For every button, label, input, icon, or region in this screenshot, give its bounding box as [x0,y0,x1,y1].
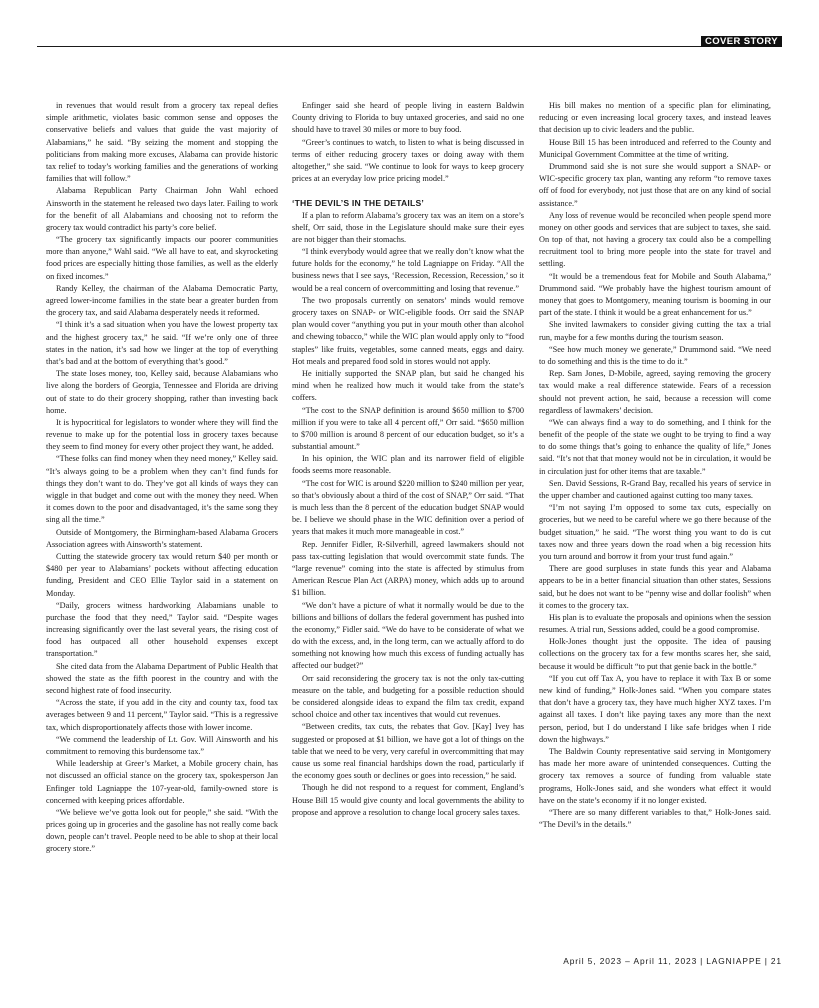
column-3 [539,100,771,935]
paragraph: Rep. Jennifer Fidler, R-Silverhill, agreed lawmakers should not pass tax-cutting legislation that would overcommit state funds. The “large revenue” coming into the state is affected by stimulus from American Rescue Plan Act (ARPA) money, which adds up to around $1 billion. [292,539,524,598]
footer-separator: | [764,956,768,966]
paragraph: Though he did not respond to a request for comment, England’s House Bill 15 would give county and local governments the ability to propose and approve a resolution to change local grocery sales taxes. [292,783,524,817]
paragraph: House Bill 15 has been introduced and referred to the County and Municipal Government Committee at the time of writing. [539,137,771,159]
paragraph: “Between credits, tax cuts, the rebates that Gov. [Kay] Ivey has suggested or proposed at $1 billion, we have got a lot of things on the table that we need to be very, very careful in overcommitting that may cause us some real financial hardships down the road, particularly if the economy goes south or declines or goes into recession,” he said. [292,722,524,781]
column-2 [292,100,524,935]
paragraph: The two proposals currently on senators’ minds would remove grocery taxes on SNAP- or WIC-eligible foods. Orr said the SNAP plan would cover “anything you put in your mouth other than alcohol and chewing tobacco,” while the WIC plan would apply only to “food staples” like fruits, vegetables, some canned meats, eggs and dairy. Hot meals and prepared food sold in stores would not apply. [292,295,524,366]
paragraph: Randy Kelley, the chairman of the Alabama Democratic Party, agreed lower-income families in the state bear a greater burden from the grocery tax, and said Alabama desperately needs it reformed. [46,283,278,318]
paragraph: Drummond said she is not sure she would support a SNAP- or WIC-specific grocery tax plan, wanting any reform “to remove taxes off of food for everybody, not just those that are on any kind of social assistance.” [539,161,771,208]
paragraph: in revenues that would result from a grocery tax repeal defies simple arithmetic, violates basic common sense and opposes the conservative beliefs and values that guide the vast majority of Alabamians,” he said. “By seizing the moment and stopping the politicians from making more excuses, Alabama can provide historic tax relief to today’s working families and the generations of working families that will follow.” [46,101,278,184]
paragraph: Holk-Jones thought just the opposite. The idea of pausing collections on the grocery tax for a few months scares her, she said, because it would be difficult “to put that genie back in the bottle.” [539,637,771,671]
paragraph: “We don’t have a picture of what it normally would be due to the billions and billions of dollars the federal government has pushed into the economy,” Fidler said. “We do have to be considerate of what we do with the excess, and, in the long term, can we actually afford to do something not knowing how much this excess of funding actually has affected our budget?” [292,600,524,671]
paragraph: “The cost to the SNAP definition is around $650 million to $700 million if you were to take all 4 percent off,” Orr said. “$650 million to $700 million is around 8 percent of our education budget, so it’s a substantial amount.” [292,405,524,452]
paragraph: It is hypocritical for legislators to wonder where they will find the revenue to make up for the potential loss in grocery taxes because they seem to find money for every other project they want, he added. [46,417,278,452]
paragraph: “It would be a tremendous feat for Mobile and South Alabama,” Drummond said. “We probably have the highest tourism amount of money that goes to Montgomery, meaning tourism is booming in our part of the state. I think it would be a great enhancement for us.” [539,271,771,318]
paragraph: “The grocery tax significantly impacts our poorer communities more than anyone,” Wahl said. “We all have to eat, and skyrocketing food prices are especially hitting those families, as well as the elderly on fixed incomes.” [46,235,278,281]
paragraph: Cutting the statewide grocery tax would return $40 per month or $480 per year to Alabamians’ pockets without affecting education funding, President and CEO Ellie Taylor said in a statement on Monday. [46,551,278,598]
paragraph: “Daily, grocers witness hardworking Alabamians unable to purchase the food that they need,” Taylor said. “Despite wages increasing significantly over the last several years, the rising cost of food has outpaced all other household expenses except transportation.” [46,600,278,659]
paragraph: “If you cut off Tax A, you have to replace it with Tax B or some new kind of funding,” Holk-Jones said. “When you compare states that don’t have a grocery tax, they have much higher XYZ taxes. I’m against all taxes. I don’t like paying taxes any more than the next person, period, but I do understand I like safe bridges when I ride down the highways.” [539,673,771,744]
column-1 [46,100,278,935]
paragraph: Enfinger said she heard of people living in eastern Baldwin County driving to Florida to buy untaxed groceries, and said no one should have to travel 30 miles or more to buy food. [292,101,524,135]
paragraph: “I’m not saying I’m opposed to some tax cuts, especially on groceries, but we need to be careful where we go there because of the budget situation,” he said. “The worst thing you want to do is cut taxes now and three years down the road when a big recession hits you turn around and borrow it from your trust fund again.” [539,503,771,561]
paragraph: Sen. David Sessions, R-Grand Bay, recalled his years of service in the upper chamber and cautioned against cutting too many taxes. [539,478,771,500]
subhead: ‘THE DEVIL’S IN THE DETAILS’ [292,198,424,209]
paragraph: Outside of Montgomery, the Birmingham-based Alabama Grocers Association agrees with Ainsworth’s statement. [46,527,278,549]
paragraph: His plan is to evaluate the proposals and opinions when the session resumes. A trial run, Sessions added, could be a good compromise. [539,612,771,635]
paragraph: The state loses money, too, Kelley said, because Alabamians who live along the borders of Georgia, Tennessee and Florida are driving out of state to do their grocery shopping, rather than investing back home. [46,369,278,415]
paragraph: “See how much money we generate,” Drummond said. “We need to do something and this is the time to do it.” [539,344,771,366]
paragraph: Alabama Republican Party Chairman John Wahl echoed Ainsworth in the statement he released two days later. Failing to work for the benefit of all Alabamians and choosing not to reform the grocery tax would contradict his party’s core belief. [46,186,278,232]
paragraph: In his opinion, the WIC plan and its narrower field of eligible foods seems more reasonable. [292,454,524,476]
paragraph: He initially supported the SNAP plan, but said he changed his mind when he realized how much it would take from the state’s coffers. [292,368,524,403]
paragraph: “Greer’s continues to watch, to listen to what is being discussed in terms of either reducing grocery taxes or doing away with them altogether,” she said. “We continue to look for ways to keep grocery prices at an everyday low price pricing model.” [292,137,524,184]
paragraph: His bill makes no mention of a specific plan for eliminating, reducing or even increasing local grocery taxes, and instead leaves that decision up to civic leaders and the public. [539,101,771,135]
paragraph: The Baldwin County representative said serving in Montgomery has made her more aware of unintended consequences. Cutting the grocery tax removes a source of funding from valuable state programs, Holk-Jones said, and she wonders what effect it would have on the state’s economy if it no longer existed. [539,746,771,805]
footer-date: April 5, 2023 – April 11, 2023 [563,956,698,966]
paragraph: Any loss of revenue would be reconciled when people spend more money on other goods and services that are subject to taxes, she said. On top of that, not having a grocery tax could also be a compelling recruitment tool to bring more people into the state for travel and settling. [539,210,771,269]
footer-separator: | [700,956,704,966]
paragraph: Rep. Sam Jones, D-Mobile, agreed, saying removing the grocery tax would make a real difference statewide. Fears of a recession should not prevent action, he said, because a recession will come regardless of lawmakers’ decision. [539,369,771,415]
paragraph: “We commend the leadership of Lt. Gov. Will Ainsworth and his commitment to removing this burdensome tax.” [46,734,278,756]
paragraph: “I think it’s a sad situation when you have the lowest property tax and the highest grocery tax,” he said. “If we’re only one of three states in the nation, it’s sad how we linger at the top of everything that’s bad and at the bottom of everything that’s good.” [46,320,278,366]
page-footer [563,956,782,966]
paragraph: “We can always find a way to do something, and I think for the benefit of the people of the state we ought to be trying to find a way to do some things that’s going to enhance the quality of life,” Jones said. “It’s not that that money would not be in circulation, it would be in circulation just for other items that are taxable.” [539,417,771,476]
paragraph: If a plan to reform Alabama’s grocery tax was an item on a store’s shelf, Orr said, those in the Legislature should make sure their eyes are not bigger than their stomachs. [292,210,524,244]
paragraph: “I think everybody would agree that we really don’t know what the future holds for the economy,” he told Lagniappe on Friday. “All the business news that I see says, ‘Recession, Recession, Recession,’ so it would be a real concern of overcommitting and losing that revenue.” [292,247,524,293]
paragraph: While leadership at Greer’s Market, a Mobile grocery chain, has not discussed an official stance on the grocery tax, spokesperson Jan Enfinger told Lagniappe the 107-year-old, family-owned store is concerned with keeping prices affordable. [46,759,278,805]
article-body [46,100,776,935]
paragraph: “There are so many different variables to that,” Holk-Jones said. “The Devil’s in the details.” [539,807,771,830]
paragraph: “Across the state, if you add in the city and county tax, food tax averages between 9 and 11 percent,” Taylor said. “This is a regressive tax, which disproportionately affects those with lower income. [46,698,278,732]
paragraph: She cited data from the Alabama Department of Public Health that showed the state as the fifth poorest in the country and with the second highest rate of food insecurity. [46,661,278,695]
section-tag: COVER STORY [701,36,782,47]
page-number: 21 [770,956,782,966]
footer-publication: LAGNIAPPE [706,956,762,966]
paragraph: “These folks can find money when they need money,” Kelley said. “It’s always going to be a problem when they can’t find funds for things they don’t want to do. They’ve got all kinds of ways they can wiggle in that budget and come out with the money they need. When it comes down to the poor and disadvantaged, it’s the same song they sing all the time.” [46,454,278,525]
paragraph: “We believe we’ve gotta look out for people,” she said. “With the prices going up in groceries and the gasoline has not really come back down, people can’t travel. People need to be able to shop at their local grocery store.” [46,807,278,854]
header-rule [37,46,782,47]
paragraph: “The cost for WIC is around $220 million to $240 million per year, so that’s obviously about a third of the cost of SNAP,” Orr said. “That is much less than the 8 percent of the education budget SNAP would be. I believe we should phase in the WIC definition over a period of years that makes it much more manageable in cost.” [292,478,524,537]
paragraph: There are good surpluses in state funds this year and Alabama appears to be in a better financial situation than other states, Sessions said, but he does not want to be “penny wise and dollar foolish” when it comes to the grocery tax. [539,564,771,610]
paragraph: Orr said reconsidering the grocery tax is not the only tax-cutting measure on the table, and budgeting for a possible reduction should be considered alongside ideas to expand the film tax credit, expand school choice and other tax incentives that would cut revenues. [292,673,524,720]
paragraph: She invited lawmakers to consider giving cutting the tax a trial run, maybe for a few months during the tourism season. [539,320,771,342]
